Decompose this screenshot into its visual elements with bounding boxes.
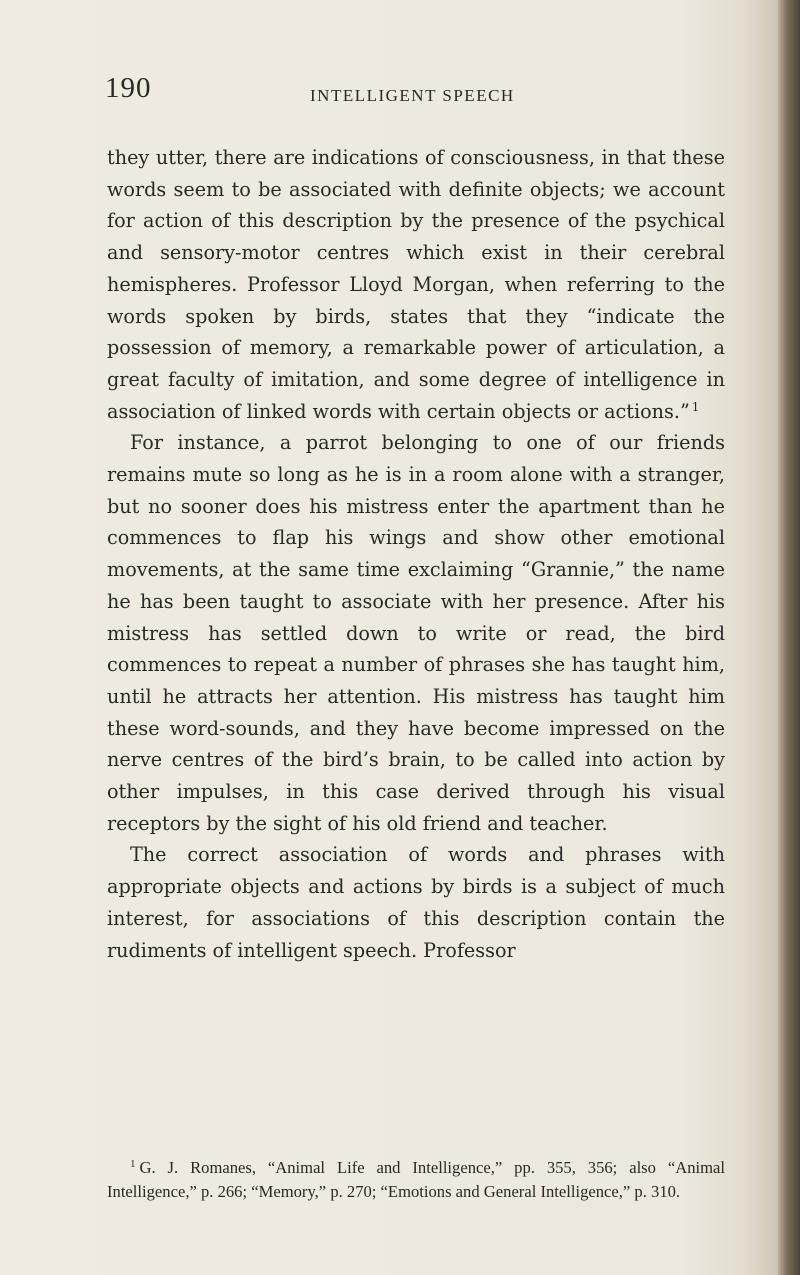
footnote-mark: 1 — [130, 1158, 136, 1170]
body-text — [107, 142, 725, 966]
paragraph-1-text: they utter, there are indications of consciousness, in that these words seem to be associated with definite objects; we account for action of this description by the presence of the psychical and sensory-motor centres which exist in their cerebral hemispheres. Professor Lloyd Morgan, when referring to the words spoken by birds, states that they “indicate the possession of memory, a remarkable power of articulation, a great faculty of imitation, and some degree of intelligence in association of linked words with certain objects or actions.” — [107, 146, 725, 423]
paragraph-2: For instance, a parrot belonging to one of our friends remains mute so long as he is in a room alone with a stranger, but no sooner does his mistress enter the apartment than he commences to flap his wings and show other emotional movements, at the same time exclaiming “Grannie,” the name he has been taught to associate with her presence. After his mistress has settled down to write or read, the bird commences to repeat a number of phrases she has taught him, until he attracts her attention. His mistress has taught him these word-sounds, and they have become impressed on the nerve centres of the bird’s brain, to be called into action by other impulses, in this case derived through his visual receptors by the sight of his old friend and teacher. — [107, 431, 725, 835]
running-head: INTELLIGENT SPEECH — [310, 86, 515, 105]
paragraph-3: The correct association of words and phrases with appropriate objects and actions by birds is a subject of much interest, for associations of this description contain the rudiments of intelligent speech. Professor — [107, 843, 725, 962]
footnote-reference: 1 — [691, 399, 700, 414]
footnote-text: G. J. Romanes, “Animal Life and Intelligence,” pp. 355, 356; also “Animal Intelligence,” p. 266; “Memory,” p. 270; “Emotions and General Intelligence,” p. 310. — [107, 1158, 725, 1201]
footnotes — [107, 1156, 725, 1204]
footnote-1 — [107, 1156, 725, 1204]
book-binding-edge — [778, 0, 800, 1275]
page-number: 190 — [105, 72, 152, 104]
page-header — [105, 72, 725, 112]
paragraph-1 — [107, 142, 725, 427]
